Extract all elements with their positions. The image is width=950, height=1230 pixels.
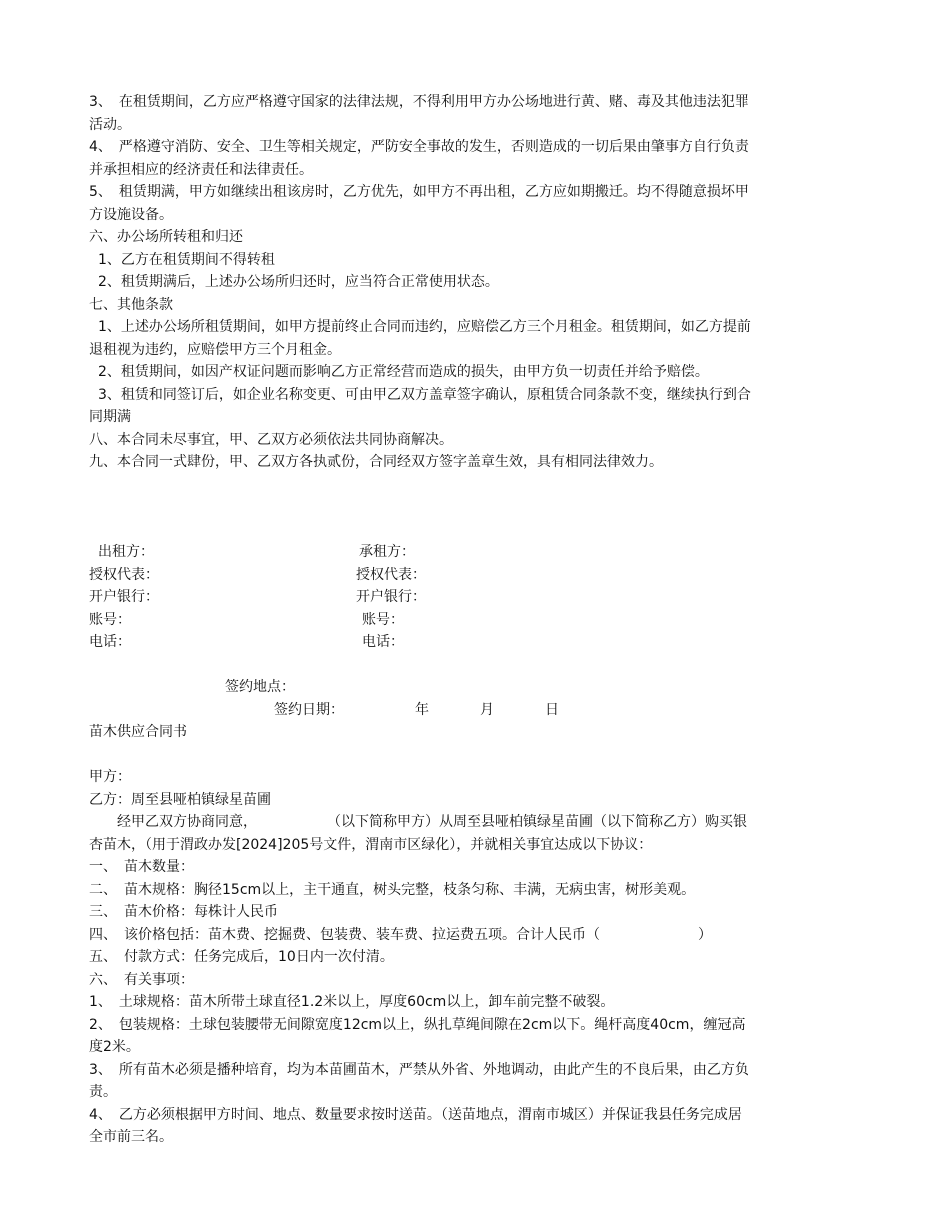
sub-item-1: 1、 土球规格：苗木所带土球直径1.2米以上，厚度60cm以上，卸车前完整不破裂。	[89, 994, 615, 1010]
item-4-price-includes: 四、 该价格包括：苗木费、挖掘费、包装费、装车费、拉运费五项。合计人民币（ ）	[89, 926, 712, 943]
item-3-price: 三、 苗木价格：每株计人民币	[89, 904, 278, 920]
lessor-bank-label: 开户银行：	[89, 589, 159, 605]
document-body	[89, 91, 859, 1149]
seedling-contract-title: 苗木供应合同书	[89, 724, 187, 740]
section-7-item-1-line-2: 退租视为违约，应赔偿甲方三个月租金。	[89, 341, 341, 358]
lessor-phone-label: 电话：	[89, 634, 131, 650]
clause-5-line-2: 方设施设备。	[89, 206, 173, 223]
section-7-item-3-line-2: 同期满	[89, 409, 131, 425]
signing-date-label: 签约日期：	[274, 701, 344, 718]
lessor-rep-label: 授权代表：	[89, 566, 159, 583]
party-b: 乙方：周至县哑柏镇绿星苗圃	[89, 791, 271, 808]
intro-line-1: 经甲乙双方协商同意， （以下简称甲方）从周至县哑柏镇绿星苗圃（以下简称乙方）购买银	[89, 814, 747, 830]
clause-5-line-1: 5、 租赁期满，甲方如继续出租该房时，乙方优先，如甲方不再出租，乙方应如期搬迁。均不得随意损坏甲	[89, 184, 749, 200]
clause-3-line-1: 3、 在租赁期间，乙方应严格遵守国家的法律法规，不得利用甲方办公场地进行黄、赌、毒及其他违法犯罪	[89, 94, 749, 110]
section-6-item-2: 2、租赁期满后，上述办公场所归还时，应当符合正常使用状态。	[98, 274, 499, 290]
intro-line-2: 杏苗木，（用于渭政办发[2024]205号文件，渭南市区绿化），并就相关事宜达成以下协议：	[89, 836, 653, 853]
sub-item-4-line-1: 4、 乙方必须根据甲方时间、地点、数量要求按时送苗。（送苗地点，渭南市城区）并保证我县任务完成居	[89, 1106, 742, 1123]
sub-item-2-line-1: 2、 包装规格：土球包装腰带无间隙宽度12cm以上，纵扎草绳间隙在2cm以下。绳杆高度40cm，缠冠高	[89, 1016, 746, 1033]
signature-parties-row	[89, 541, 859, 564]
signing-day-label: 日	[545, 701, 559, 718]
lessee-bank-label: 开户银行：	[356, 589, 426, 605]
section-6-title: 六、办公场所转租和归还	[89, 229, 243, 245]
lessee-label: 承租方：	[359, 544, 415, 560]
sub-item-4-line-2: 全市前三名。	[89, 1129, 173, 1145]
clause-4-line-1: 4、 严格遵守消防、安全、卫生等相关规定，严防安全事故的发生，否则造成的一切后果由肇事方自行负责	[89, 139, 749, 155]
signing-month-label: 月	[480, 701, 494, 718]
section-8: 八、本合同未尽事宜，甲、乙双方必须依法共同协商解决。	[89, 431, 453, 448]
party-a: 甲方：	[89, 769, 131, 785]
lessor-label: 出租方：	[98, 544, 154, 560]
section-7-item-1-line-1: 1、上述办公场所租赁期间，如甲方提前终止合同而违约，应赔偿乙方三个月租金。租赁期间，如乙方提前	[98, 319, 751, 335]
section-9: 九、本合同一式肆份，甲、乙双方各执贰份，合同经双方签字盖章生效，具有相同法律效力。	[89, 454, 663, 470]
signature-rep-row	[89, 564, 859, 587]
lessee-phone-label: 电话：	[362, 634, 404, 650]
sub-item-3-line-1: 3、 所有苗木必须是播种培育，均为本苗圃苗木，严禁从外省、外地调动，由此产生的不良后果，由乙方负	[89, 1061, 749, 1078]
lessee-rep-label: 授权代表：	[356, 566, 426, 583]
signature-account-row	[89, 609, 859, 632]
sub-item-2-line-2: 度2米。	[89, 1039, 140, 1055]
section-7-item-2: 2、租赁期间，如因产权证问题而影响乙方正常经营而造成的损失，由甲方负一切责任并给予赔偿。	[98, 364, 709, 380]
item-1-quantity: 一、 苗木数量：	[89, 859, 194, 875]
signing-place-row	[89, 676, 859, 699]
item-5-payment: 五、 付款方式：任务完成后，10日内一次付清。	[89, 949, 394, 965]
section-7-item-3-line-1: 3、租赁和同签订后，如企业名称变更、可由甲乙双方盖章签字确认，原租赁合同条款不变，继续执行到合	[98, 386, 751, 403]
signing-place-label: 签约地点：	[225, 679, 295, 695]
lessor-account-label: 账号：	[89, 611, 131, 628]
section-6-item-1: 1、乙方在租赁期间不得转租	[98, 251, 275, 268]
signature-phone-row	[89, 631, 859, 654]
signing-date-row	[89, 699, 859, 722]
section-7-title: 七、其他条款	[89, 296, 173, 313]
clause-4-line-2: 并承担相应的经济责任和法律责任。	[89, 161, 313, 178]
lessee-account-label: 账号：	[362, 611, 404, 628]
sub-item-3-line-2: 责。	[89, 1084, 117, 1100]
signing-year-label: 年	[415, 701, 429, 718]
signature-bank-row	[89, 586, 859, 609]
clause-3-line-2: 活动。	[89, 116, 131, 133]
item-6-matters: 六、 有关事项：	[89, 971, 194, 988]
item-2-spec: 二、 苗木规格：胸径15cm以上，主干通直，树头完整，枝条匀称、丰满，无病虫害，树形美观。	[89, 881, 696, 898]
